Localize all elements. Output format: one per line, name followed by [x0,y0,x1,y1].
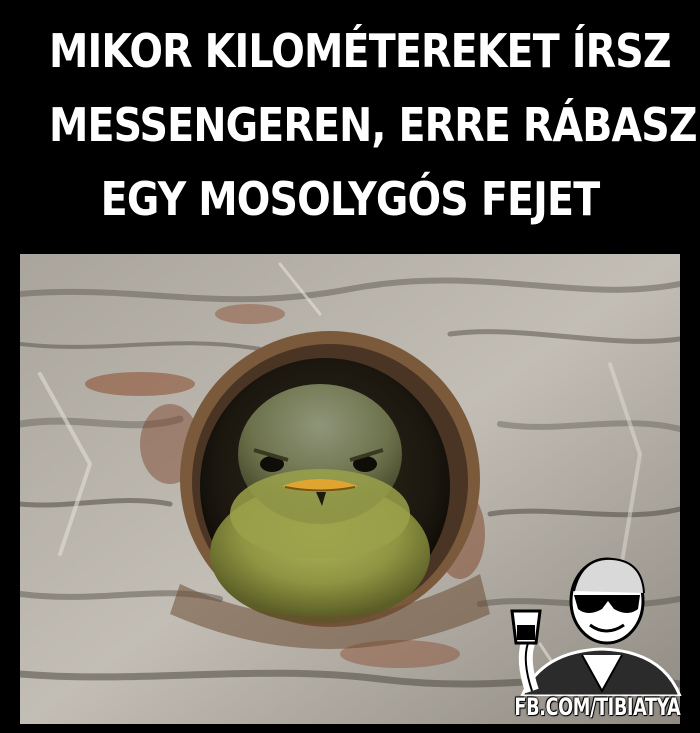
caption-text [49,14,697,236]
watermark-mascot [482,551,682,696]
caption-line-1: MIKOR KILOMÉTEREKET ÍRSZ [49,24,671,78]
caption-line-3: EGY MOSOLYGÓS FEJET [100,172,600,226]
caption-line-2: MESSENGEREN, ERRE RÁBASZ [49,98,697,152]
watermark [482,551,682,721]
watermark-text: FB.COM/TIBIATYA [514,693,680,721]
